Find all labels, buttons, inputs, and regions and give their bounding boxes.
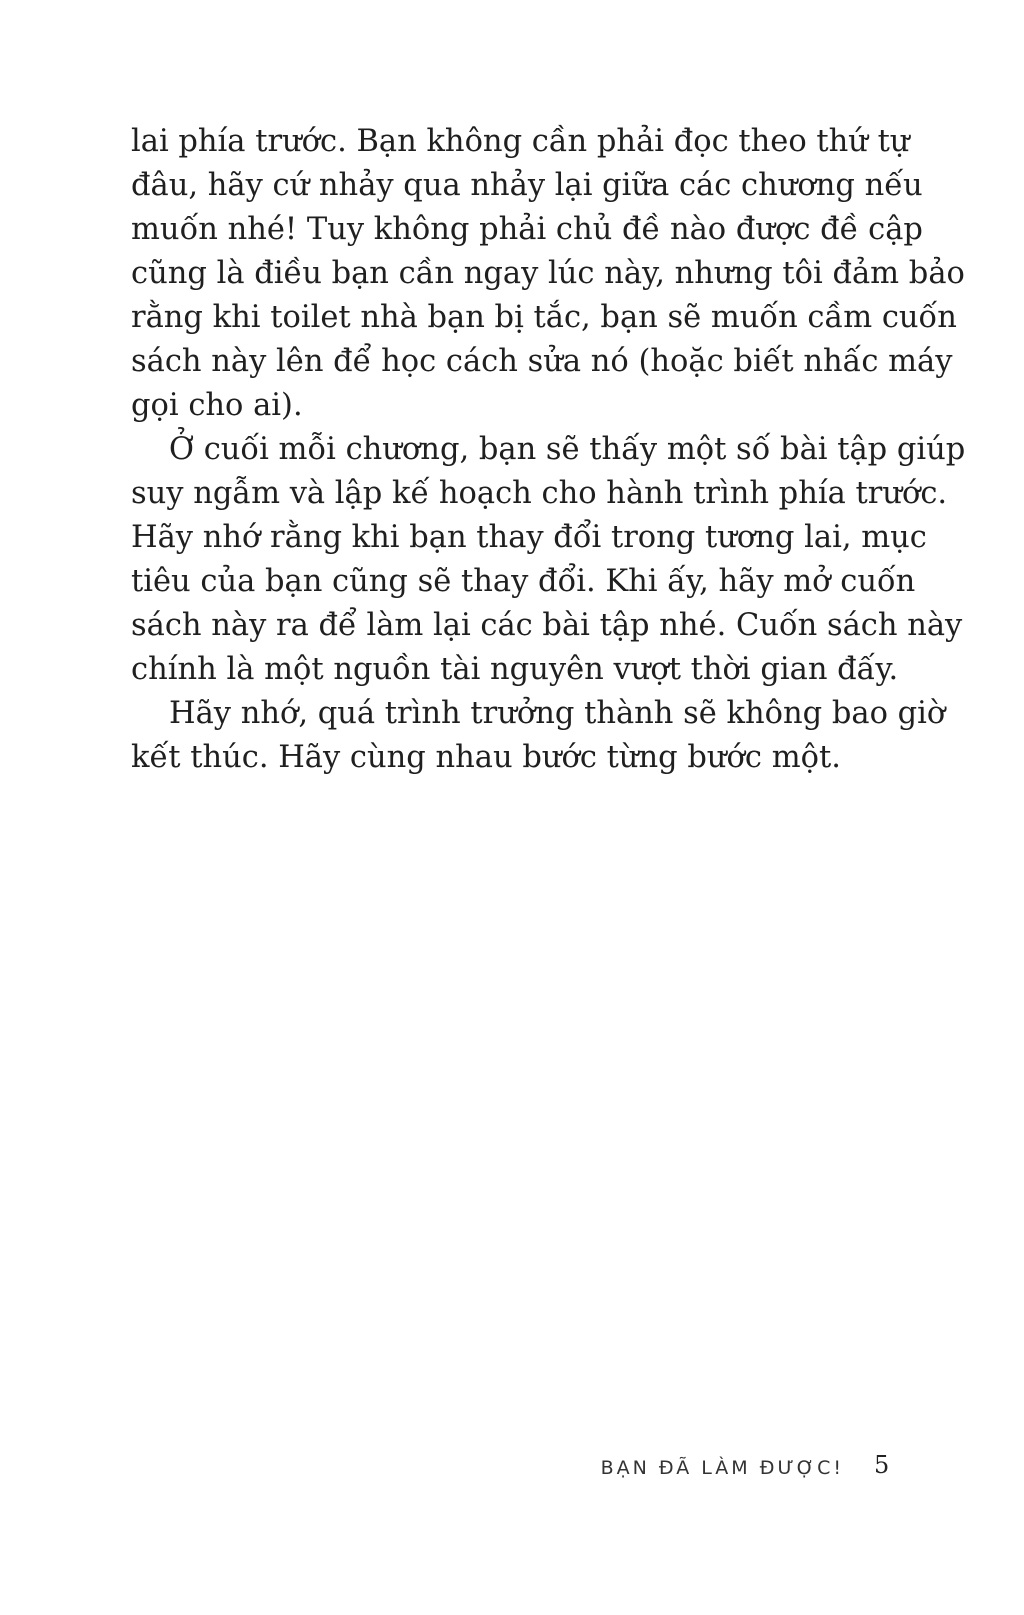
text-line: kết thúc. Hãy cùng nhau bước từng bước một. <box>131 740 841 775</box>
text-line: sách này lên để học cách sửa nó (hoặc biết nhấc máy <box>131 344 953 379</box>
body-text <box>131 120 966 780</box>
page-number: 5 <box>874 1451 890 1479</box>
text-line: lai phía trước. Bạn không cần phải đọc theo thứ tự <box>131 124 910 159</box>
text-line: tiêu của bạn cũng sẽ thay đổi. Khi ấy, hãy mở cuốn <box>131 564 916 599</box>
text-line: Hãy nhớ, quá trình trưởng thành sẽ không bao giờ <box>169 696 946 731</box>
running-head: BẠN ĐÃ LÀM ĐƯỢC! <box>600 1457 844 1479</box>
text-line: Hãy nhớ rằng khi bạn thay đổi trong tương lai, mục <box>131 520 927 555</box>
text-line: cũng là điều bạn cần ngay lúc này, nhưng tôi đảm bảo <box>131 256 965 291</box>
text-line: gọi cho ai). <box>131 388 303 423</box>
text-line: chính là một nguồn tài nguyên vượt thời gian đấy. <box>131 652 899 687</box>
text-line: đâu, hãy cứ nhảy qua nhảy lại giữa các chương nếu <box>131 168 923 203</box>
text-line: suy ngẫm và lập kế hoạch cho hành trình phía trước. <box>131 476 948 511</box>
text-line: muốn nhé! Tuy không phải chủ đề nào được đề cập <box>131 212 923 247</box>
text-line: Ở cuối mỗi chương, bạn sẽ thấy một số bài tập giúp <box>169 432 966 467</box>
text-line: rằng khi toilet nhà bạn bị tắc, bạn sẽ muốn cầm cuốn <box>131 300 957 335</box>
text-line: sách này ra để làm lại các bài tập nhé. Cuốn sách này <box>131 608 963 643</box>
page-footer <box>0 1451 1024 1491</box>
